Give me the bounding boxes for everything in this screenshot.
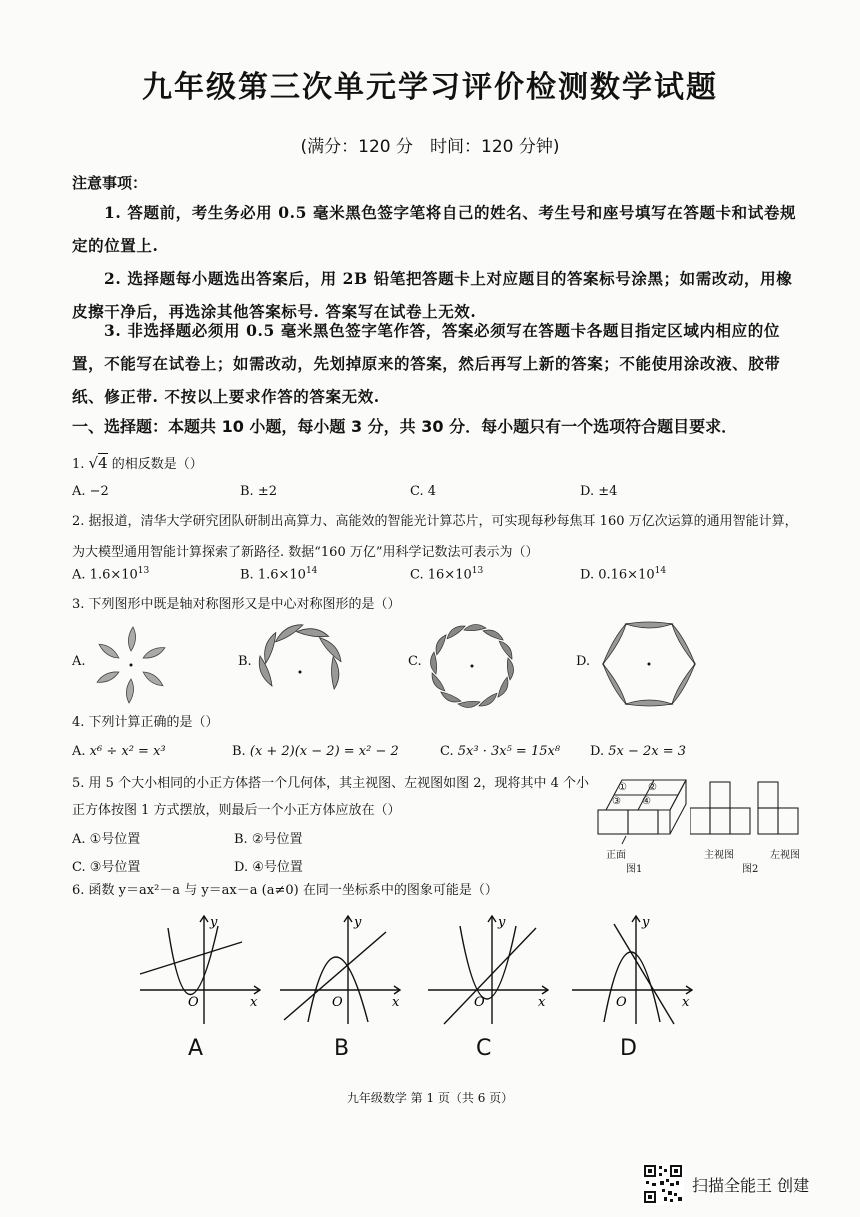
question-4: 4. 下列计算正确的是（）	[72, 715, 219, 730]
q1-option-b: B. ±2	[240, 484, 277, 499]
option-expression: x⁶ ÷ x² = x³	[89, 744, 166, 759]
q4-option-b	[232, 744, 399, 759]
page-footer: 九年级数学 第 1 页（共 6 页）	[346, 1091, 514, 1105]
q2-option-c	[410, 566, 483, 582]
notes-heading: 注意事项：	[72, 174, 148, 192]
q3-label-a: A.	[72, 654, 86, 669]
question-2: 2. 据报道，清华大学研究团队研制出高算力、高能效的智能光计算芯片，可实现每秒每焦耳 160 万亿次运算的通用智能计算，为大模型通用智能计算探索了新路径. 数据“160 万亿”用科学记数法可表示为（）	[72, 514, 798, 560]
front-view-label: 主视图	[704, 850, 734, 861]
scanner-brand: 扫描全能王 创建	[692, 1176, 810, 1195]
q3-label-d: D.	[576, 654, 591, 669]
q4-option-c	[440, 744, 560, 759]
q4-option-a	[72, 744, 166, 759]
y-axis-label: y	[642, 915, 650, 930]
question-5: 5. 用 5 个大小相同的小正方体搭一个几何体，其主视图、左视图如图 2，现将其中 4 个小正方体按图 1 方式摆放，则最后一个小正方体应放在（）	[72, 776, 590, 818]
q3-figure-b	[252, 618, 348, 714]
origin-label: O	[616, 995, 627, 1010]
q6-label-a: A	[188, 1036, 204, 1061]
left-view-label: 左视图	[770, 850, 800, 861]
option-exponent: 13	[471, 566, 484, 576]
exam-subtitle: (满分：120 分 时间：120 分钟)	[300, 137, 560, 157]
y-axis-label: y	[498, 915, 506, 930]
q5-figure-1-cubes	[596, 776, 696, 850]
question-1	[72, 454, 203, 474]
option-expression: 5x − 2x = 3	[608, 744, 687, 759]
cube-cell-2: ②	[648, 782, 657, 793]
fig1-caption: 图1	[626, 864, 643, 875]
option-expression: 5x³ · 3x⁵ = 15x⁸	[457, 744, 561, 759]
q1-option-a: A. −2	[72, 484, 109, 499]
option-label: B.	[232, 744, 246, 759]
option-label: C.	[440, 744, 454, 759]
cube-cell-4: ④	[642, 796, 651, 807]
note-item-2: 2. 选择题每小题选出答案后，用 2B 铅笔把答题卡上对应题目的答案标号涂黑；如需改动，用橡皮擦干净后，再选涂其他答案标号. 答案写在试卷上无效.	[72, 269, 793, 321]
section-heading: 一、选择题：本题共 10 小题，每小题 3 分，共 30 分．每小题只有一个选项符合题目要求．	[72, 417, 738, 436]
question-number: 1.	[72, 457, 85, 472]
q5-option-a: A. ①号位置	[72, 832, 141, 847]
option-exponent: 13	[137, 566, 150, 576]
option-base: 1.6×10	[89, 567, 138, 583]
option-label: C.	[410, 567, 424, 583]
origin-label: O	[474, 995, 485, 1010]
qr-code-icon	[642, 1163, 684, 1205]
question-6: 6. 函数 y＝ax²－a 与 y＝ax－a (a≠0) 在同一坐标系中的图象可能是（）	[72, 883, 498, 898]
option-label: A.	[72, 567, 86, 583]
q6-label-c: C	[476, 1036, 492, 1061]
option-exponent: 14	[305, 566, 318, 576]
q6-graph-b	[276, 912, 406, 1032]
q2-option-b	[240, 566, 317, 582]
sqrt-expression: √4	[88, 454, 108, 472]
x-axis-label: x	[538, 995, 546, 1010]
fig2-caption: 图2	[742, 864, 759, 875]
q1-option-c: C. 4	[410, 484, 437, 499]
option-label: B.	[240, 567, 254, 583]
option-label: D.	[580, 567, 595, 583]
q1-option-d: D. ±4	[580, 484, 618, 499]
q6-graph-d	[568, 912, 698, 1032]
origin-label: O	[188, 995, 199, 1010]
note-item-1: 1. 答题前，考生务必用 0.5 毫米黑色签字笔将自己的姓名、考生号和座号填写在答题卡和试卷规定的位置上.	[72, 203, 797, 255]
q6-graph-c	[424, 912, 554, 1032]
x-axis-label: x	[250, 995, 258, 1010]
option-exponent: 14	[654, 566, 667, 576]
q6-graph-a	[136, 912, 266, 1032]
q3-figure-c	[424, 618, 520, 714]
q5-option-d: D. ④号位置	[234, 860, 303, 875]
option-label: D.	[590, 744, 605, 759]
question-3: 3. 下列图形中既是轴对称图形又是中心对称图形的是（）	[72, 597, 401, 612]
x-axis-label: x	[682, 995, 690, 1010]
radicand: 4	[98, 454, 108, 472]
q3-label-c: C.	[408, 654, 422, 669]
q5-option-c: C. ③号位置	[72, 860, 141, 875]
cube-cell-1: ①	[618, 782, 627, 793]
question-stem: 的相反数是（）	[111, 457, 203, 472]
x-axis-label: x	[392, 995, 400, 1010]
q5-option-b: B. ②号位置	[234, 832, 303, 847]
y-axis-label: y	[210, 915, 218, 930]
option-base: 16×10	[427, 567, 472, 583]
q6-label-d: D	[620, 1036, 637, 1061]
cube-cell-3: ③	[612, 796, 621, 807]
q6-label-b: B	[334, 1036, 350, 1061]
q2-option-d	[580, 566, 666, 582]
q4-option-d	[590, 744, 686, 759]
q3-label-b: B.	[238, 654, 252, 669]
q3-figure-a	[88, 622, 174, 708]
front-label: 正面	[606, 850, 626, 861]
note-item-3: 3. 非选择题必须用 0.5 毫米黑色签字笔作答，答案必须写在答题卡各题目指定区域内相应的位置，不能写在试卷上；如需改动，先划掉原来的答案，然后再写上新的答案；不能使用涂改液、胶带纸、修正带. 不按以上要求作答的答案无效.	[72, 321, 781, 406]
option-label: A.	[72, 744, 86, 759]
q3-figure-d	[594, 612, 704, 716]
option-base: 0.16×10	[598, 567, 655, 583]
y-axis-label: y	[354, 915, 362, 930]
origin-label: O	[332, 995, 343, 1010]
q5-figure-2-views	[690, 778, 818, 838]
q2-option-a	[72, 566, 149, 582]
option-expression: (x + 2)(x − 2) = x² − 2	[249, 744, 399, 759]
page-title: 九年级第三次单元学习评价检测数学试题	[142, 70, 718, 105]
option-base: 1.6×10	[257, 567, 306, 583]
